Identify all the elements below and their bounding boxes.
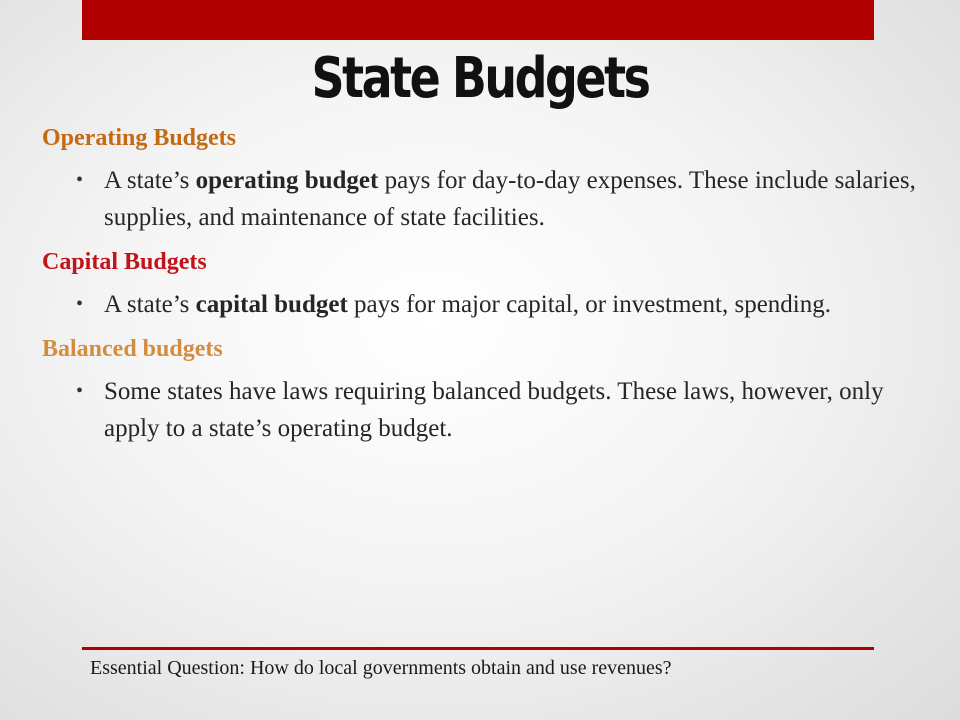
section-heading-balanced: Balanced budgets <box>42 336 223 362</box>
bullet-text-pre: A state’s <box>104 291 196 318</box>
bullet-icon: • <box>76 380 84 402</box>
top-accent-bar <box>82 0 874 40</box>
section-heading-operating: Operating Budgets <box>42 125 237 151</box>
bullet-text-bold: operating budget <box>195 167 379 194</box>
essential-question: Essential Question: How do local governments obtain and use revenues? <box>90 657 672 679</box>
bottom-divider <box>82 647 874 650</box>
bullet-text-bold: capital budget <box>195 291 348 318</box>
bullet-text-post: pays for major capital, or investment, spending. <box>347 291 831 318</box>
bullet-balanced <box>42 373 932 447</box>
bullet-text-pre: A state’s <box>104 167 196 194</box>
bullet-icon: • <box>76 169 84 191</box>
slide-title: State Budgets <box>311 46 649 111</box>
bullet-capital <box>42 286 932 323</box>
bullet-operating <box>42 162 932 236</box>
bullet-text-pre: Some states have laws requiring balanced budgets. These laws, however, only apply to a state’s operating budget. <box>104 378 884 442</box>
slide-content <box>42 120 932 455</box>
bullet-text-post: pays for day-to-day expenses. These include salaries, supplies, and maintenance of state facilities. <box>104 167 916 231</box>
section-heading-capital: Capital Budgets <box>42 249 207 275</box>
bullet-icon: • <box>76 293 84 315</box>
